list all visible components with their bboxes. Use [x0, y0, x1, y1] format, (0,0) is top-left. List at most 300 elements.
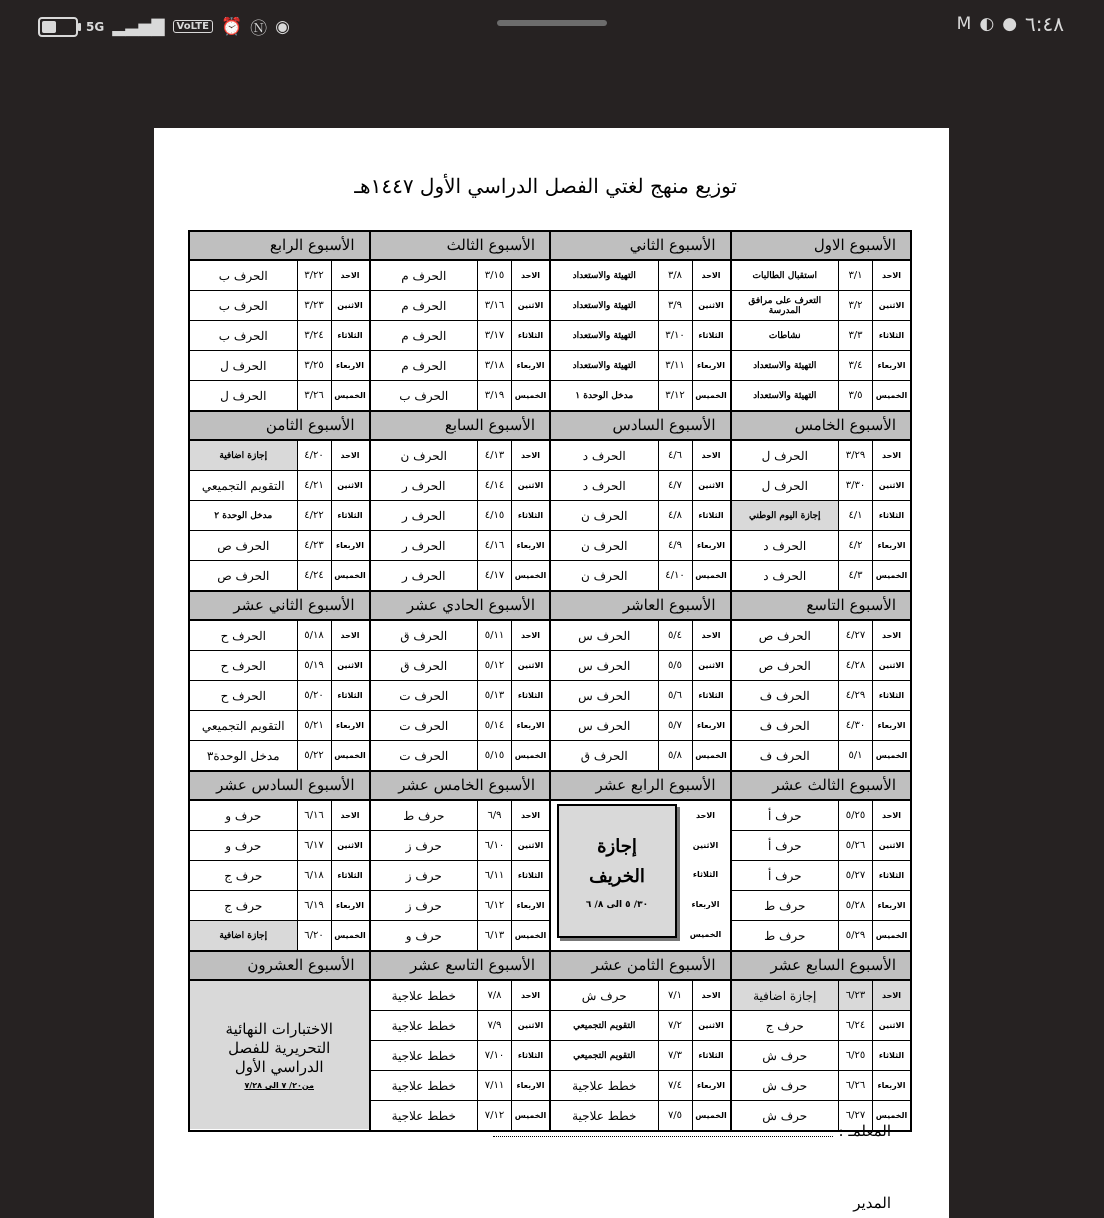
day-cell: الاحد [331, 621, 369, 650]
week-title: الأسبوع الثامن عشر [551, 952, 730, 981]
day-cell: الاربعاء [331, 351, 369, 380]
table-row [732, 801, 911, 831]
date-cell: ٦/١٠ [477, 831, 511, 860]
week-block [549, 232, 730, 412]
day-cell: الاثنين [872, 831, 910, 860]
day-cell: الاثنين [692, 471, 730, 500]
date-cell: ٥/٢٠ [297, 681, 331, 710]
lesson-cell: مدخل الوحدة٣ [206, 748, 280, 763]
lesson-cell: الحرف ر [402, 568, 446, 583]
day-cell: الثلاثاء [331, 501, 369, 530]
date-cell: ٣/٢٥ [297, 351, 331, 380]
lesson-cell: الحرف م [401, 328, 447, 343]
lesson-cell: خطط علاجية [572, 1108, 637, 1123]
day-cell: الاربعاء [511, 1071, 549, 1100]
table-row [371, 831, 550, 861]
table-row [371, 381, 550, 410]
date-cell: ٤/٢١ [297, 471, 331, 500]
day-cell: الاحد [872, 981, 910, 1010]
week-title: الأسبوع الخامس عشر [371, 772, 550, 801]
table-row [551, 561, 730, 590]
day-cell: الخميس [872, 381, 910, 410]
date-cell: ٣/٤ [838, 351, 872, 380]
date-cell: ٥/١ [838, 741, 872, 770]
date-cell: ٥/٢٧ [838, 861, 872, 890]
day-cell: الاربعاء [872, 711, 910, 740]
holiday-line2: الخريف [589, 866, 645, 887]
day-cell: الاثنين [692, 1011, 730, 1040]
day-cell: الخميس [511, 741, 549, 770]
lesson-cell: حرف ز [405, 838, 442, 853]
alarm-icon: ⏰ [220, 16, 243, 37]
date-cell: ٤/١٧ [477, 561, 511, 590]
week-block [369, 412, 550, 592]
table-row [371, 1011, 550, 1041]
day-cell: الخميس [331, 381, 369, 410]
teacher-label: المعلمـ : [838, 1122, 891, 1140]
table-row [190, 921, 369, 950]
table-row [732, 1011, 911, 1041]
day-label: الخميس [689, 929, 722, 939]
day-cell: الخميس [331, 741, 369, 770]
day-cell: الاثنين [511, 291, 549, 320]
day-cell: الخميس [872, 561, 910, 590]
date-cell: ٧/٩ [477, 1011, 511, 1040]
week-title: الأسبوع العشرون [190, 952, 369, 981]
day-cell: الاثنين [331, 651, 369, 680]
table-row [551, 1071, 730, 1101]
week-block [730, 592, 911, 772]
lesson-cell: الحرف ب [218, 328, 268, 343]
day-cell: الاثنين [872, 471, 910, 500]
table-row [732, 561, 911, 590]
lesson-cell: الحرف ل [761, 478, 808, 493]
table-row [732, 861, 911, 891]
date-cell: ٣/١٢ [658, 381, 692, 410]
lesson-cell: الحرف س [578, 658, 631, 673]
week-block [190, 772, 369, 952]
day-cell: الخميس [511, 561, 549, 590]
lesson-cell: الحرف ن [581, 508, 628, 523]
date-cell: ٧/٨ [477, 981, 511, 1010]
lesson-cell: الحرف د [763, 568, 807, 583]
lesson-cell: حرف أ [767, 808, 802, 823]
date-cell: ٣/٢٤ [297, 321, 331, 350]
lesson-cell: الحرف ق [580, 748, 628, 763]
date-cell: ٥/١١ [477, 621, 511, 650]
date-cell: ٣/١ [838, 261, 872, 290]
day-cell: الخميس [511, 921, 549, 950]
date-cell: ٥/١٢ [477, 651, 511, 680]
date-cell: ٦/١٢ [477, 891, 511, 920]
week-band [190, 232, 910, 412]
table-row [732, 921, 911, 950]
lesson-cell: حرف ز [405, 898, 442, 913]
date-cell: ٦/١٦ [297, 801, 331, 830]
week-block [369, 592, 550, 772]
table-row [551, 651, 730, 681]
table-row [732, 831, 911, 861]
day-cell: الاحد [692, 981, 730, 1010]
lesson-cell: التقويم التجميعي [573, 1050, 636, 1061]
date-cell: ٥/٢٦ [838, 831, 872, 860]
day-cell: الخميس [872, 921, 910, 950]
lesson-cell: الحرف ف [759, 688, 810, 703]
lesson-cell: التقويم التجميعي [573, 1020, 636, 1031]
table-row [371, 861, 550, 891]
date-cell: ٣/١٠ [658, 321, 692, 350]
day-cell: الاثنين [872, 291, 910, 320]
date-cell: ٣/١٩ [477, 381, 511, 410]
lesson-cell: الحرف س [578, 688, 631, 703]
date-cell: ٥/٦ [658, 681, 692, 710]
day-cell: الثلاثاء [511, 1041, 549, 1070]
lesson-cell: حرف أ [767, 838, 802, 853]
table-row [551, 741, 730, 770]
date-cell: ٧/١ [658, 981, 692, 1010]
lesson-cell: الحرف ق [400, 658, 448, 673]
lesson-cell: الحرف م [401, 358, 447, 373]
date-cell: ٤/١٤ [477, 471, 511, 500]
table-row [190, 531, 369, 561]
day-cell: الخميس [692, 381, 730, 410]
document-title: توزيع منهج لغتي الفصل الدراسي الأول ١٤٤٧هـ [354, 174, 737, 198]
day-cell: الاربعاء [511, 711, 549, 740]
table-row [190, 381, 369, 410]
date-cell: ٧/١٠ [477, 1041, 511, 1070]
week-block [190, 232, 369, 412]
table-row [551, 1041, 730, 1071]
table-row [190, 681, 369, 711]
table-row [190, 291, 369, 321]
date-cell: ٣/٨ [658, 261, 692, 290]
teacher-signature [493, 1122, 892, 1140]
week-title: الأسبوع السادس [551, 412, 730, 441]
day-cell: الاثنين [511, 651, 549, 680]
week-title: الأسبوع الخامس [732, 412, 911, 441]
date-cell: ٦/٩ [477, 801, 511, 830]
lesson-cell: التهيئة والاستعداد [572, 330, 636, 341]
day-cell: الاحد [872, 441, 910, 470]
lesson-cell: حرف ط [764, 928, 806, 943]
day-cell: الاحد [331, 441, 369, 470]
day-cell: الاحد [692, 621, 730, 650]
day-cell: الاثنين [692, 651, 730, 680]
day-cell: الثلاثاء [692, 681, 730, 710]
date-cell: ٥/١٥ [477, 741, 511, 770]
date-cell: ٤/٢٢ [297, 501, 331, 530]
lesson-cell: حرف ط [764, 898, 806, 913]
date-cell: ٦/١٨ [297, 861, 331, 890]
day-cell: الثلاثاء [872, 1041, 910, 1070]
day-cell: الاربعاء [511, 531, 549, 560]
lesson-cell: نشاطات [768, 330, 801, 341]
week-title: الأسبوع السادس عشر [190, 772, 369, 801]
lesson-cell: الحرف د [763, 538, 807, 553]
day-cell: الاحد [331, 801, 369, 830]
lesson-cell: الحرف ر [402, 538, 446, 553]
lesson-cell: حرف ز [405, 868, 442, 883]
day-cell: الخميس [872, 1101, 910, 1130]
date-cell: ٦/٢٤ [838, 1011, 872, 1040]
lesson-cell: الحرف ب [399, 388, 449, 403]
day-cell: الثلاثاء [872, 501, 910, 530]
date-cell: ٥/٨ [658, 741, 692, 770]
lesson-cell: حرف ج [224, 868, 263, 883]
autumn-holiday-block [551, 801, 730, 949]
lesson-cell: التهيئة والاستعداد [753, 360, 817, 371]
day-label: الاحد [695, 811, 716, 821]
lesson-cell: حرف ش [762, 1078, 808, 1093]
table-row [732, 531, 911, 561]
day-cell: الثلاثاء [511, 681, 549, 710]
table-row [551, 711, 730, 741]
lesson-cell: الحرف ل [220, 388, 267, 403]
principal-label: المدير [853, 1194, 891, 1212]
date-cell: ٣/١٧ [477, 321, 511, 350]
lesson-cell: الحرف ت [399, 748, 449, 763]
table-row [732, 891, 911, 921]
lesson-cell: التهيئة والاستعداد [572, 360, 636, 371]
lesson-cell: الحرف ح [220, 688, 266, 703]
date-cell: ٦/١٧ [297, 831, 331, 860]
date-cell: ٥/٤ [658, 621, 692, 650]
lesson-cell: الحرف ن [400, 448, 447, 463]
date-cell: ٧/٥ [658, 1101, 692, 1130]
day-cell: الاثنين [692, 291, 730, 320]
date-cell: ٣/١٨ [477, 351, 511, 380]
date-cell: ٦/١٩ [297, 891, 331, 920]
table-row [190, 651, 369, 681]
table-row [371, 321, 550, 351]
week-title: الأسبوع الاول [732, 232, 911, 261]
table-row [551, 681, 730, 711]
day-cell: الاربعاء [872, 531, 910, 560]
date-cell: ٦/٢٣ [838, 981, 872, 1010]
day-cell: الاحد [511, 981, 549, 1010]
lesson-cell: حرف ج [765, 1018, 804, 1033]
lesson-cell: حرف و [225, 808, 262, 823]
day-cell: الثلاثاء [692, 321, 730, 350]
week-block [369, 952, 550, 1130]
table-row [551, 531, 730, 561]
network-label: 5G [86, 19, 105, 34]
lesson-cell: الحرف ف [759, 748, 810, 763]
date-cell: ٥/٢٨ [838, 891, 872, 920]
week-title: الأسبوع العاشر [551, 592, 730, 621]
week-band [190, 772, 910, 952]
lesson-cell: خطط علاجية [391, 1048, 456, 1063]
table-row [732, 681, 911, 711]
date-cell: ٤/٢٠ [297, 441, 331, 470]
table-row [190, 261, 369, 291]
date-cell: ٥/١٨ [297, 621, 331, 650]
day-cell: الاربعاء [872, 1071, 910, 1100]
week-block [730, 772, 911, 952]
lesson-cell: التقويم التجميعي [201, 478, 285, 493]
table-row [371, 621, 550, 651]
date-cell: ٣/٢ [838, 291, 872, 320]
lesson-cell: إجازة اليوم الوطني [732, 501, 839, 530]
week-title: الأسبوع الثالث عشر [732, 772, 911, 801]
day-cell: الاربعاء [331, 891, 369, 920]
lesson-cell: الحرف د [582, 478, 626, 493]
day-cell: الثلاثاء [331, 861, 369, 890]
date-cell: ٤/٣ [838, 561, 872, 590]
lesson-cell: التهيئة والاستعداد [572, 300, 636, 311]
date-cell: ٤/٢٨ [838, 651, 872, 680]
lesson-cell: خطط علاجية [572, 1078, 637, 1093]
table-row [371, 441, 550, 471]
date-cell: ٥/٢٥ [838, 801, 872, 830]
date-cell: ٤/٢٧ [838, 621, 872, 650]
week-block [549, 772, 730, 952]
day-cell: الثلاثاء [872, 861, 910, 890]
table-row [190, 561, 369, 590]
table-row [732, 1071, 911, 1101]
table-row [732, 621, 911, 651]
week-band [190, 952, 910, 1130]
table-row [551, 471, 730, 501]
final-exams-block [190, 981, 369, 1129]
date-cell: ٣/٢٩ [838, 441, 872, 470]
day-cell: الاحد [692, 261, 730, 290]
day-cell: الخميس [331, 561, 369, 590]
lesson-cell: حرف ش [762, 1048, 808, 1063]
exam-range: من٢٠/ ٧ الى ٧/٢٨ [244, 1081, 315, 1090]
day-cell: الاربعاء [692, 711, 730, 740]
drag-handle[interactable] [497, 20, 607, 26]
lesson-cell: حرف و [225, 838, 262, 853]
table-row [190, 891, 369, 921]
lesson-cell: إجازة اضافية [732, 981, 839, 1010]
table-row [371, 291, 550, 321]
table-row [371, 681, 550, 711]
gmail-icon: M [956, 14, 972, 34]
date-cell: ٤/١٠ [658, 561, 692, 590]
day-cell: الاثنين [511, 471, 549, 500]
lesson-cell: حرف ش [581, 988, 627, 1003]
status-bar [0, 0, 1104, 56]
table-row [551, 321, 730, 351]
lesson-cell: حرف أ [767, 868, 802, 883]
week-title: الأسبوع التاسع [732, 592, 911, 621]
day-cell: الثلاثاء [511, 321, 549, 350]
table-row [371, 741, 550, 770]
week-block [190, 952, 369, 1130]
date-cell: ٧/٢ [658, 1011, 692, 1040]
day-cell: الخميس [331, 921, 369, 950]
week-block [369, 772, 550, 952]
lesson-cell: الحرف ت [399, 688, 449, 703]
table-row [732, 351, 911, 381]
table-row [371, 471, 550, 501]
status-left [38, 14, 290, 39]
day-label: الاثنين [692, 840, 719, 850]
week-title: الأسبوع الثاني عشر [190, 592, 369, 621]
eye-icon: ◉ [275, 16, 290, 37]
lesson-cell: التهيئة والاستعداد [753, 390, 817, 401]
day-cell: الاحد [511, 441, 549, 470]
teacher-line [493, 1122, 833, 1137]
table-row [732, 1041, 911, 1071]
table-row [551, 1011, 730, 1041]
date-cell: ٦/٢٦ [838, 1071, 872, 1100]
day-cell: الاربعاء [872, 891, 910, 920]
date-cell: ٤/٦ [658, 441, 692, 470]
day-cell: الاحد [692, 441, 730, 470]
lesson-cell: الحرف ن [581, 538, 628, 553]
day-cell: الاثنين [511, 1011, 549, 1040]
table-row [551, 381, 730, 410]
lesson-cell: الحرف ت [399, 718, 449, 733]
week-block [549, 412, 730, 592]
day-cell: الاثنين [331, 291, 369, 320]
date-cell: ٤/٨ [658, 501, 692, 530]
date-cell: ٤/١٦ [477, 531, 511, 560]
day-cell: الاربعاء [872, 351, 910, 380]
table-row [190, 801, 369, 831]
date-cell: ٤/١٥ [477, 501, 511, 530]
table-row [551, 981, 730, 1011]
date-cell: ٧/١١ [477, 1071, 511, 1100]
table-row [190, 351, 369, 381]
date-cell: ٣/٢٣ [297, 291, 331, 320]
status-right [957, 12, 1064, 36]
day-cell: الثلاثاء [331, 681, 369, 710]
day-cell: الاحد [331, 261, 369, 290]
exam-text: الاختبارات النهائية التحريرية للفصل الدراسي الأول [225, 1020, 333, 1076]
week-title: الأسبوع الثاني [551, 232, 730, 261]
day-cell: الثلاثاء [692, 1041, 730, 1070]
lesson-cell: التهيئة والاستعداد [572, 270, 636, 281]
date-cell: ٤/١٣ [477, 441, 511, 470]
lesson-cell: خطط علاجية [391, 1108, 456, 1123]
lesson-cell: الحرف ب [218, 298, 268, 313]
date-cell: ٤/٣٠ [838, 711, 872, 740]
lesson-cell: استقبال الطالبات [752, 270, 817, 281]
lesson-cell: الحرف د [582, 448, 626, 463]
table-row [371, 921, 550, 950]
battery-icon [38, 17, 78, 37]
day-cell: الاربعاء [692, 351, 730, 380]
lesson-cell: الحرف ص [217, 568, 270, 583]
date-cell: ٣/٣ [838, 321, 872, 350]
lesson-cell: مدخل الوحدة ٢ [214, 510, 273, 521]
day-label: الاربعاء [691, 900, 720, 910]
date-cell: ٣/٢٢ [297, 261, 331, 290]
day-cell: الاربعاء [692, 531, 730, 560]
date-cell: ٤/٢٤ [297, 561, 331, 590]
date-cell: ٣/١١ [658, 351, 692, 380]
date-cell: ٥/٢١ [297, 711, 331, 740]
nfc-icon: Ⓝ [250, 19, 268, 39]
day-cell: الاربعاء [331, 711, 369, 740]
lesson-cell: الحرف س [578, 628, 631, 643]
week-block [730, 232, 911, 412]
table-row [371, 651, 550, 681]
lesson-cell: الحرف ب [218, 268, 268, 283]
day-cell: الاربعاء [692, 1071, 730, 1100]
clock: ٦:٤٨ [1025, 12, 1064, 36]
table-row [551, 351, 730, 381]
day-cell: الثلاثاء [872, 681, 910, 710]
lesson-cell: الحرف ق [400, 628, 448, 643]
lesson-cell: الحرف ل [220, 358, 267, 373]
lesson-cell: حرف ط [403, 808, 445, 823]
date-cell: ٥/١٣ [477, 681, 511, 710]
table-row [732, 741, 911, 770]
